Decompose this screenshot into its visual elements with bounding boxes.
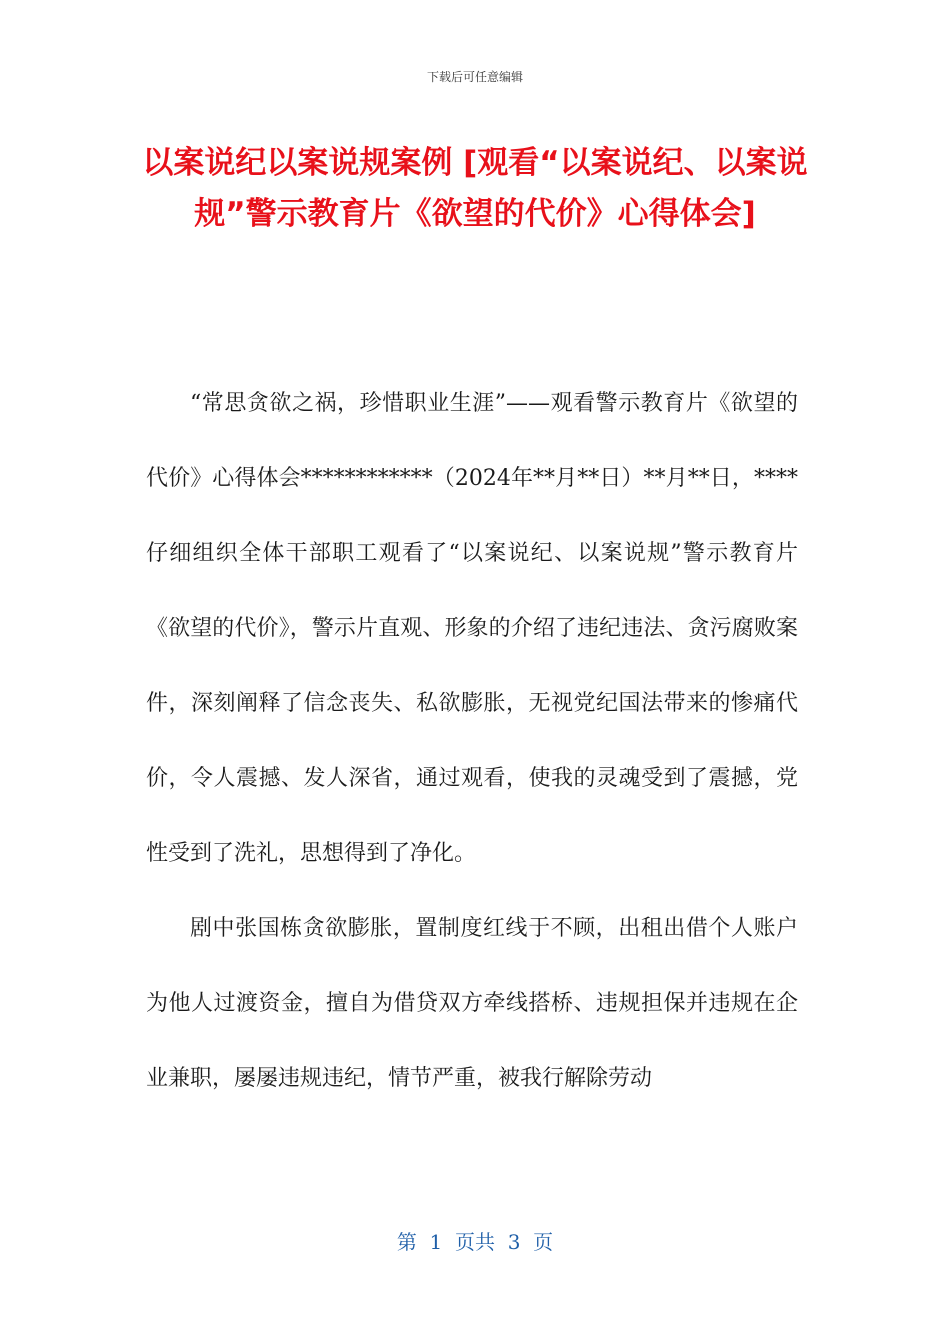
page-number: 第 1 页共 3 页	[396, 1230, 554, 1254]
paragraph: 剧中张国栋贪欲膨胀，置制度红线于不顾，出租出借个人账户为他人过渡资金，擅自为借贷双方牵线搭桥、违规担保并违规在企业兼职，屡屡违规违纪，情节严重，被我行解除劳动	[146, 916, 798, 1091]
header-note: 下载后可任意编辑	[426, 70, 523, 84]
document-title: 以案说纪以案说规案例 [观看“以案说纪、以案说规”警示教育片《欲望的代价》心得体会]	[142, 145, 808, 232]
paragraph: “常思贪欲之祸，珍惜职业生涯”——观看警示教育片《欲望的代价》心得体会************（2024年**月**日）**月**日，****仔细组织全体干部职工观看了“以案说纪、以案说规”警示教育片《欲望的代价》，警示片直观、形象的介绍了违纪违法、贪污腐败案件，深刻阐释了信念丧失、私欲膨胀，无视党纪国法带来的惨痛代价，令人震撼、发人深省，通过观看，使我的灵魂受到了震撼，党性受到了洗礼，思想得到了净化。	[146, 391, 798, 866]
document-body	[146, 366, 798, 1116]
